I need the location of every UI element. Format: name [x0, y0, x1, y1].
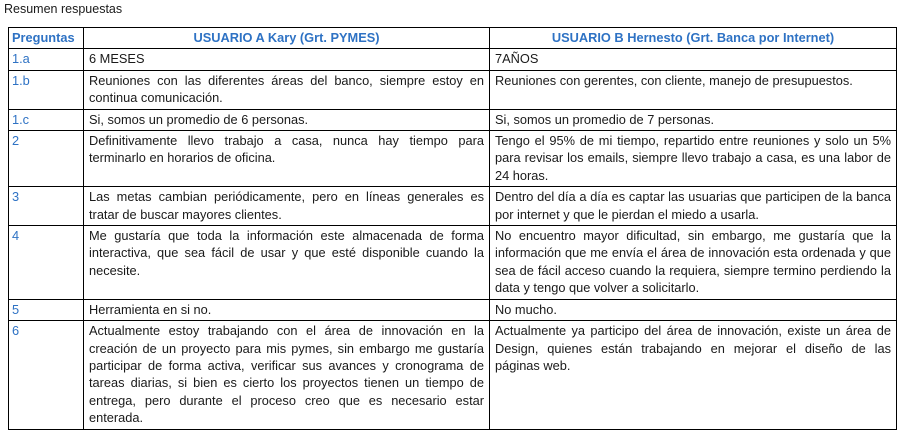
- table-row: [9, 131, 897, 187]
- answer-user-a: Si, somos un promedio de 6 personas.: [84, 109, 490, 130]
- question-id: 4: [9, 226, 84, 300]
- header-user-a: USUARIO A Kary (Grt. PYMES): [84, 28, 490, 49]
- table-row: [9, 49, 897, 70]
- answer-user-b: Reuniones con gerentes, con cliente, manejo de presupuestos.: [490, 70, 897, 109]
- question-id: 6: [9, 321, 84, 429]
- answer-user-a: 6 MESES: [84, 49, 490, 70]
- answer-user-a: Definitivamente llevo trabajo a casa, nunca hay tiempo para terminarlo en horarios de oficina.: [84, 131, 490, 187]
- answer-user-a: Me gustaría que toda la información este almacenada de forma interactiva, que sea fácil de usar y que esté disponible cuando la necesite.: [84, 226, 490, 300]
- responses-table: [8, 27, 897, 430]
- table-row: [9, 187, 897, 226]
- header-questions: Preguntas: [9, 28, 84, 49]
- answer-user-b: Si, somos un promedio de 7 personas.: [490, 109, 897, 130]
- question-id: 3: [9, 187, 84, 226]
- question-id: 2: [9, 131, 84, 187]
- answer-user-b: Tengo el 95% de mi tiempo, repartido entre reuniones y solo un 5% para revisar los emails, siempre llevo trabajo a casa, es una labor de 24 horas.: [490, 131, 897, 187]
- answer-user-b: Actualmente ya participo del área de innovación, existe un área de Design, quienes están trabajando en mejorar el diseño de las páginas web.: [490, 321, 897, 429]
- answer-user-a: Reuniones con las diferentes áreas del banco, siempre estoy en continua comunicación.: [84, 70, 490, 109]
- question-id: 5: [9, 299, 84, 320]
- answer-user-a: Las metas cambian periódicamente, pero en líneas generales es tratar de buscar mayores clientes.: [84, 187, 490, 226]
- answer-user-a: Herramienta en si no.: [84, 299, 490, 320]
- table-header-row: [9, 28, 897, 49]
- table-row: [9, 299, 897, 320]
- table-row: [9, 70, 897, 109]
- header-user-b: USUARIO B Hernesto (Grt. Banca por Internet): [490, 28, 897, 49]
- table-row: [9, 109, 897, 130]
- question-id: 1.c: [9, 109, 84, 130]
- table-row: [9, 321, 897, 429]
- answer-user-b: No encuentro mayor dificultad, sin embargo, me gustaría que la información que me envía el área de innovación esta ordenada y que sea de fácil acceso cuando la requiera, siempre termino perdiendo la data y tengo que volver a solicitarlo.: [490, 226, 897, 300]
- answer-user-b: 7AÑOS: [490, 49, 897, 70]
- answer-user-b: Dentro del día a día es captar las usuarias que participen de la banca por internet y que le pierdan el miedo a usarla.: [490, 187, 897, 226]
- answer-user-b: No mucho.: [490, 299, 897, 320]
- answer-user-a: Actualmente estoy trabajando con el área de innovación en la creación de un proyecto para mis pymes, sin embargo me gustaría participar de forma activa, verificar sus avances y cronograma de tareas diarias, si bien es cierto los proyectos tienen un tiempo de entrega, pero durante el proceso creo que es necesario estar enterada.: [84, 321, 490, 429]
- document-title: Resumen respuestas: [4, 2, 123, 16]
- question-id: 1.b: [9, 70, 84, 109]
- question-id: 1.a: [9, 49, 84, 70]
- table-row: [9, 226, 897, 300]
